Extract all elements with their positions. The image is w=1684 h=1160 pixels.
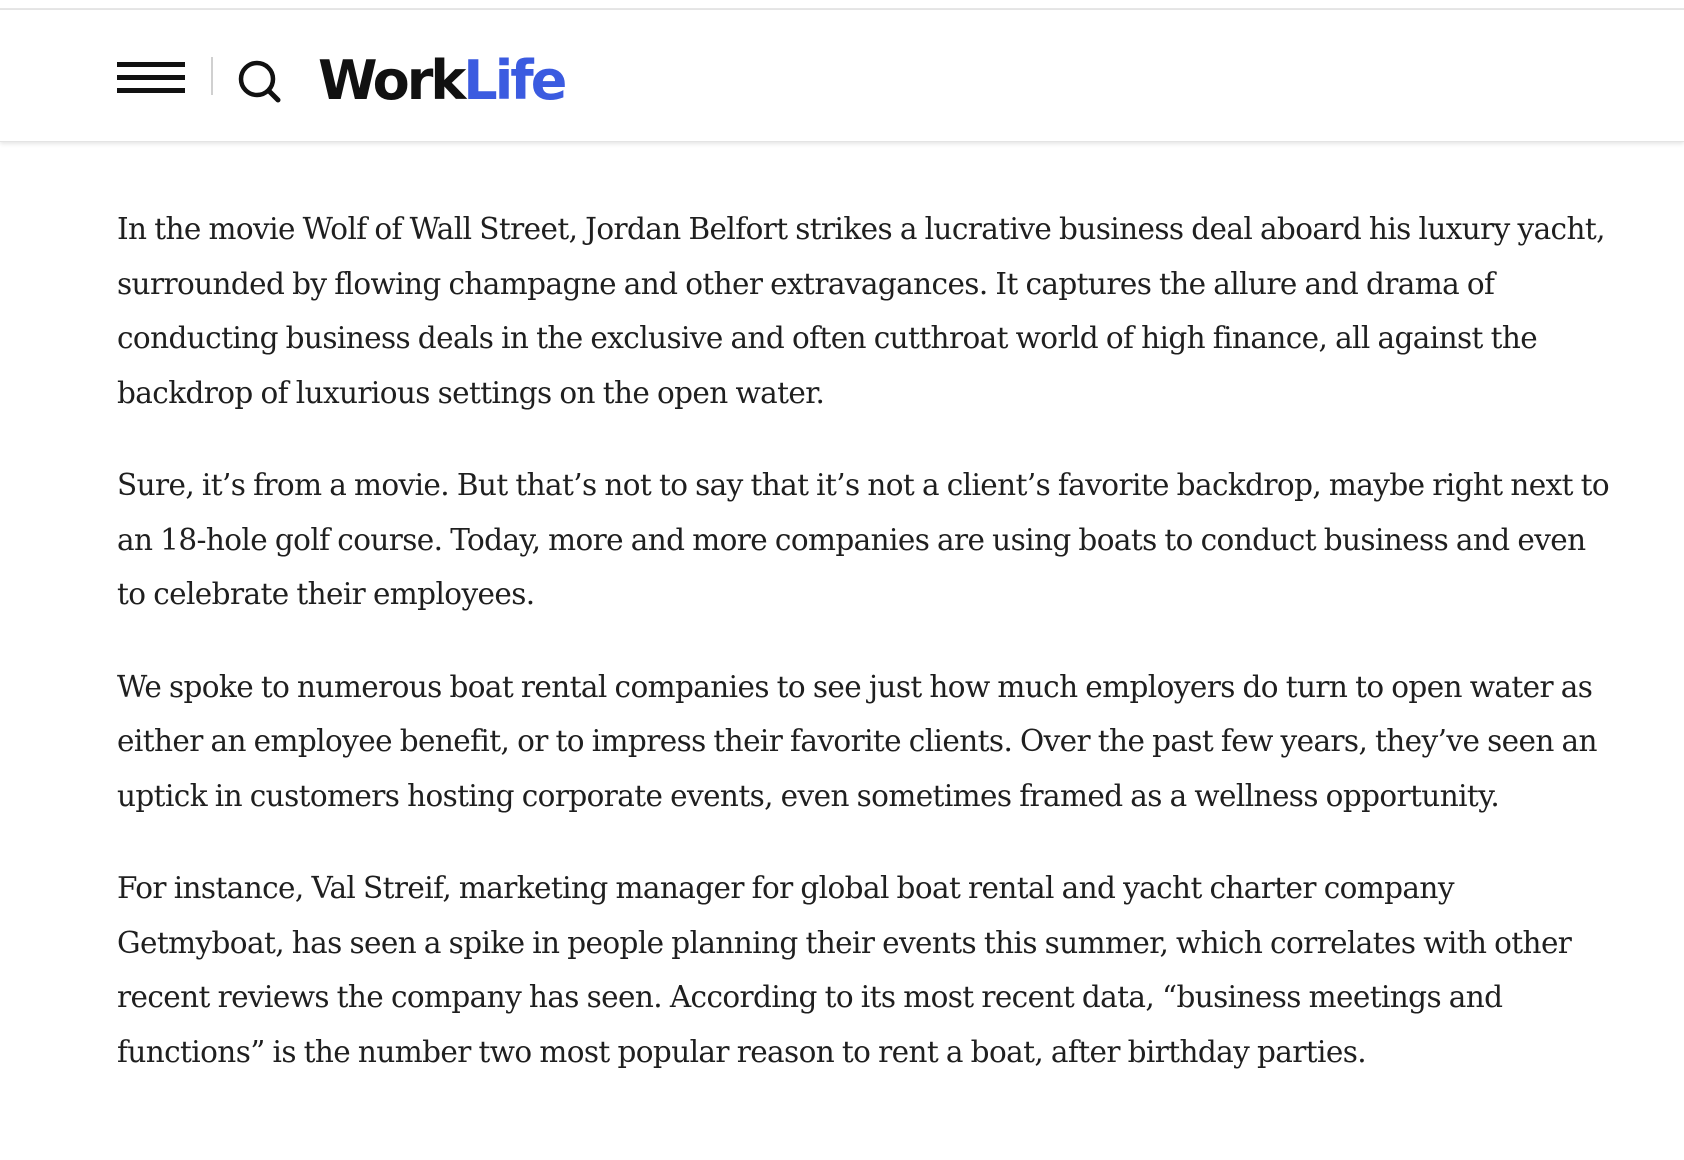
search-icon — [235, 58, 285, 104]
site-header — [0, 10, 1684, 142]
logo-life-text: Life — [463, 49, 565, 112]
article-paragraph: Sure, it’s from a movie. But that’s not to say that it’s not a client’s favorite backdrop, maybe right next to an 18-hole golf course. Today, more and more companies are using boats to conduct business and even to celebrate their employees. — [117, 468, 1610, 611]
article-paragraph: In the movie Wolf of Wall Street, Jordan Belfort strikes a lucrative business deal aboard his luxury yacht, surrounded by flowing champagne and other extravagances. It captures the allure and drama of conducting business deals in the exclusive and often cutthroat world of high finance, all against the backdrop of luxurious settings on the open water. — [117, 212, 1605, 410]
logo-work-text: Work — [318, 49, 464, 112]
article-paragraph: For instance, Val Streif, marketing manager for global boat rental and yacht charter company Getmyboat, has seen a spike in people planning their events this summer, which correlates with other recent reviews the company has seen. According to its most recent data, “business meetings and functions” is the number two most popular reason to rent a boat, after birthday parties. — [117, 871, 1572, 1069]
worklife-logo[interactable] — [318, 46, 564, 116]
article-paragraph: We spoke to numerous boat rental companies to see just how much employers do turn to open water as either an employee benefit, or to impress their favorite clients. Over the past few years, they’ve seen an uptick in customers hosting corporate events, even sometimes framed as a wellness opportunity. — [117, 669, 1597, 813]
header-divider — [211, 57, 213, 95]
article-body — [117, 202, 1617, 1117]
hamburger-menu-button[interactable] — [117, 55, 185, 97]
search-button[interactable] — [235, 58, 285, 104]
